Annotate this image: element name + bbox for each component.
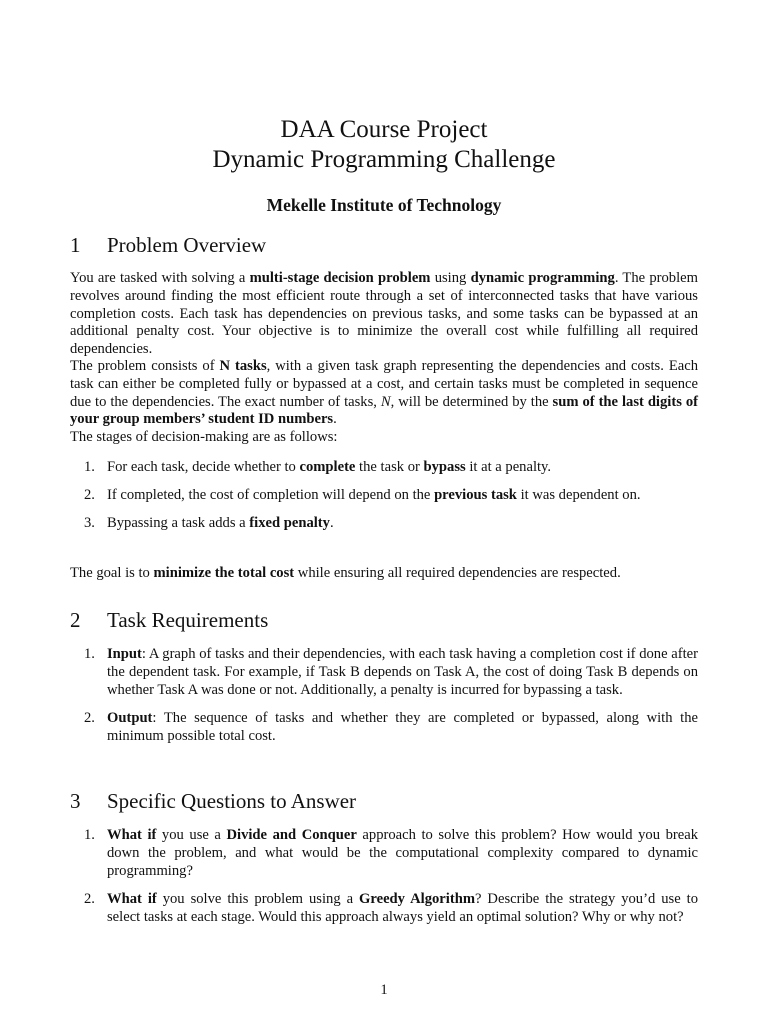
section-1-paragraph-1: You are tasked with solving a multi-stage decision problem using dynamic programming. The problem revolves around finding the most efficient route through a set of interconnected tasks that have various completion costs. Each task has dependencies on previous tasks, and some tasks can be bypassed at an additional penalty cost. Your objective is to minimize the overall cost while fulfilling all required dependencies. — [70, 270, 698, 358]
questions-list — [70, 826, 698, 936]
section-number: 3 — [70, 789, 81, 813]
section-number: 1 — [70, 233, 81, 257]
page-number: 1 — [380, 982, 388, 998]
section-title: Task Requirements — [107, 608, 269, 632]
requirements-list — [70, 645, 698, 755]
list-item: 1. Input: A graph of tasks and their dependencies, with each task having a completion cost if done after the dependent task. For example, if Task B depends on Task A, the cost of doing Task B depends on whether Task A was done or not. Additionally, a penalty is incurred for bypassing a task. — [84, 646, 698, 698]
list-item: 1. What if you use a Divide and Conquer approach to solve this problem? How would you break down the problem, and what would be the computational complexity compared to dynamic programming? — [84, 827, 698, 879]
title-line-1: DAA Course Project — [280, 116, 488, 143]
list-item: 2. What if you solve this problem using a Greedy Algorithm? Describe the strategy you’d use to select tasks at each stage. Would this approach always yield an optimal solution? Why or why not? — [84, 891, 698, 925]
section-3-heading — [70, 788, 356, 814]
section-1-heading — [70, 232, 266, 258]
list-item: 3. Bypassing a task adds a fixed penalty. — [84, 515, 334, 531]
section-number: 2 — [70, 608, 81, 632]
list-item: 1. For each task, decide whether to complete the task or bypass it at a penalty. — [84, 459, 552, 475]
section-2-heading — [70, 607, 268, 633]
list-item: 2. Output: The sequence of tasks and whether they are completed or bypassed, along with the minimum possible total cost. — [84, 710, 698, 744]
section-title: Specific Questions to Answer — [107, 789, 357, 813]
list-item: 2. If completed, the cost of completion will depend on the previous task it was dependent on. — [84, 487, 641, 503]
section-1-paragraph-3: The stages of decision-making are as follows: — [70, 429, 338, 445]
title-line-2: Dynamic Programming Challenge — [212, 146, 556, 173]
stages-list — [70, 458, 698, 542]
section-title: Problem Overview — [107, 233, 267, 257]
section-1-paragraph-2: The problem consists of N tasks, with a given task graph representing the dependencies and costs. Each task can either be completed fully or bypassed at a cost, and certain tasks must be completed in sequence due to the dependencies. The exact number of tasks, N, will be determined by the sum of the last digits of your group members’ student ID numbers. — [70, 358, 698, 428]
affiliation: Mekelle Institute of Technology — [266, 195, 502, 215]
section-1-goal: The goal is to minimize the total cost while ensuring all required dependencies are respected. — [70, 565, 621, 581]
